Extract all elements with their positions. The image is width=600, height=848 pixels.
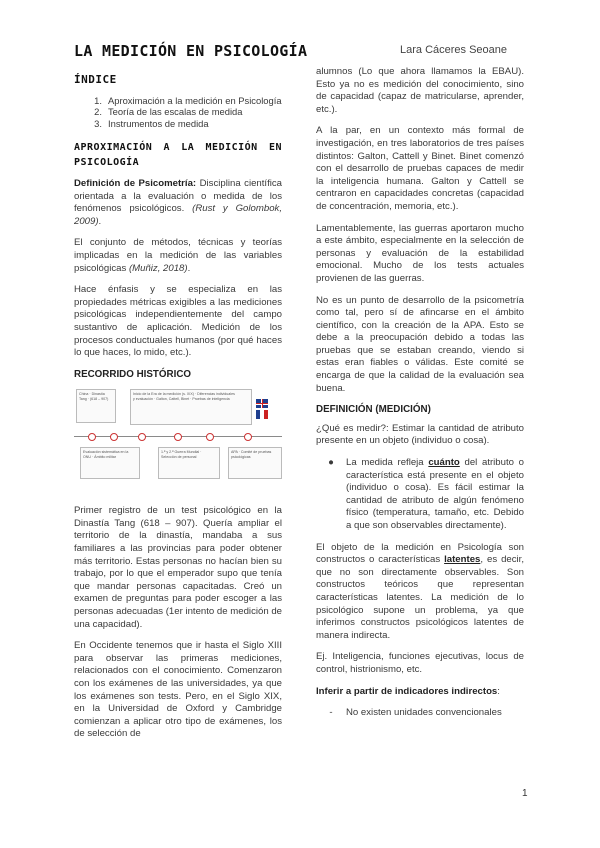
table-of-contents <box>74 95 282 130</box>
history-timeline-figure <box>74 387 284 491</box>
paragraph: alumnos (Lo que ahora llamamos la EBAU). Esto ya no es medición del conocimiento, sino de capacidad (capaz de matricularse, aprender, etc.). <box>316 66 524 115</box>
toc-item: 2. Teoría de las escalas de medida <box>94 106 243 118</box>
list-item: - No existen unidades convencionales <box>316 707 524 720</box>
paragraph: Ej. Inteligencia, funciones ejecutivas, locus de control, histrionismo, etc. <box>316 651 524 675</box>
paragraph: Primer registro de un test psicológico en la Dinastía Tang (618 – 907). Quería ampliar el territorio de la dinastía, mandaba a sus familiares a las provincias para poder obtener más territorio. Estas personas no hacían bien su trabajo, por lo que el emperador supo que tenía que mandar personas capacitadas. Creó un examen de preguntas para poder escoger a las personas adecuadas (1er intento de medición de una capacidad). <box>74 505 283 630</box>
paragraph: Inferir a partir de indicadores indirectos: <box>316 685 500 697</box>
paragraph: No es un punto de desarrollo de la psicometría como tal, pero sí de afincarse en el ámbito científico, con la creación de la APA. Esto se debe a la preocupación debido a todas las pruebas que se estaban creando, viendo si estas eran fiables o válidas. Este comité se encarga de que la calidad de la evaluación sea buena. <box>316 294 524 394</box>
timeline-box: China · Dinastía Tang · (618 – 907) <box>76 389 116 423</box>
france-flag-icon <box>256 410 268 419</box>
paragraph: El conjunto de métodos, técnicas y teorías implicadas en la medición de las variables psicológicas (Muñiz, 2018). <box>74 237 282 274</box>
timeline-box: 1.ª y 2.ª Guerra Mundial · Selección de personal <box>158 447 220 479</box>
paragraph: A la par, en un contexto más formal de investigación, en tres laboratorios de tres países distintos: Galton, Cattell y Binet. Binet comenzó con el desarrollo de pruebas capaces de medir la inteligencia humana. Galton y Cattell se centraron en capacidades concretas (capacidad de concentración, memoria, etc.). <box>316 125 524 212</box>
timeline-box: Evaluación sistemática en la ONU · Ámbito militar <box>80 447 140 479</box>
right-column <box>316 66 524 720</box>
bullet-list <box>316 457 524 533</box>
timeline-box: Inicio de la Era de la medición (s. XIX) · Diferencias individuales y evaluación · Galton, Cattell, Binet · Pruebas de inteligencia <box>130 389 252 425</box>
dash-icon: - <box>329 707 333 719</box>
section-heading: APROXIMACIÓN A LA MEDICIÓN EN PSICOLOGÍA <box>74 141 282 168</box>
page-number: 1 <box>522 788 528 799</box>
history-heading: RECORRIDO HISTÓRICO <box>74 368 192 380</box>
index-heading: ÍNDICE <box>74 73 117 86</box>
toc-item: 3. Instrumentos de medida <box>94 118 209 130</box>
bullet-icon: ● <box>328 457 334 469</box>
left-column <box>74 66 282 750</box>
paragraph: En Occidente tenemos que ir hasta el Siglo XIII para observar las primeras mediciones, relacionados con el conocimiento. Comenzaron con los exámenes de las universidades, ya que los exámenes son tests. Pero, en el Siglo XIX, en la Universidad de Oxford y Cambridge comienzan a aplicar otro tipo de exámenes, los de selección de <box>74 640 282 740</box>
timeline-dot <box>244 433 252 441</box>
author-name: Lara Cáceres Seoane <box>400 44 508 56</box>
timeline-dot <box>174 433 182 441</box>
timeline-dot <box>110 433 118 441</box>
paragraph: Lamentablemente, las guerras aportaron mucho a este ámbito, especialmente en la selección de personas y evaluación de la estabilidad emocional. Mucho de los tests actuales provienen de las guerras. <box>316 222 524 284</box>
timeline-dot <box>206 433 214 441</box>
timeline-dot <box>138 433 146 441</box>
document-title: LA MEDICIÓN EN PSICOLOGÍA <box>74 42 308 60</box>
list-item: ● La medida refleja cuánto del atributo o característica está presente en el objeto (individuo o cosa). Es fácil estimar la cantidad de atributo de algún fenómeno físico (temperatura, tamaño, etc. Debido a que son observables directamente). <box>316 457 524 533</box>
uk-flag-icon <box>256 399 268 408</box>
paragraph: Hace énfasis y se especializa en las propiedades métricas exigibles a las mediciones psicológicas independientemente del campo sustantivo de aplicación. Medición de los procesos conductuales humanos (por qué haces lo que haces, lo mido, etc.). <box>74 284 282 359</box>
toc-item: 1. Aproximación a la medición en Psicología <box>94 94 282 106</box>
timeline-dot <box>88 433 96 441</box>
paragraph: El objeto de la medición en Psicología son constructos o características latentes, es decir, que no son directamente observables. Son constructos teóricos que representan características latentes. La medición de lo psicológico supone un problema, ya que inferimos constructos psicológicos latentes de manera indirecta. <box>316 541 525 641</box>
definition-paragraph: Definición de Psicometría: Disciplina científica orientada a la evaluación o medida de los fenómenos psicológicos. (Rust y Golombok, 2009). <box>74 177 283 227</box>
paragraph: ¿Qué es medir?: Estimar la cantidad de atributo presente en un objeto (individuo o cosa). <box>316 422 524 447</box>
definition-heading: DEFINICIÓN (MEDICIÓN) <box>316 404 431 416</box>
timeline-box: APA · Comité de pruebas psicológicas <box>228 447 282 479</box>
